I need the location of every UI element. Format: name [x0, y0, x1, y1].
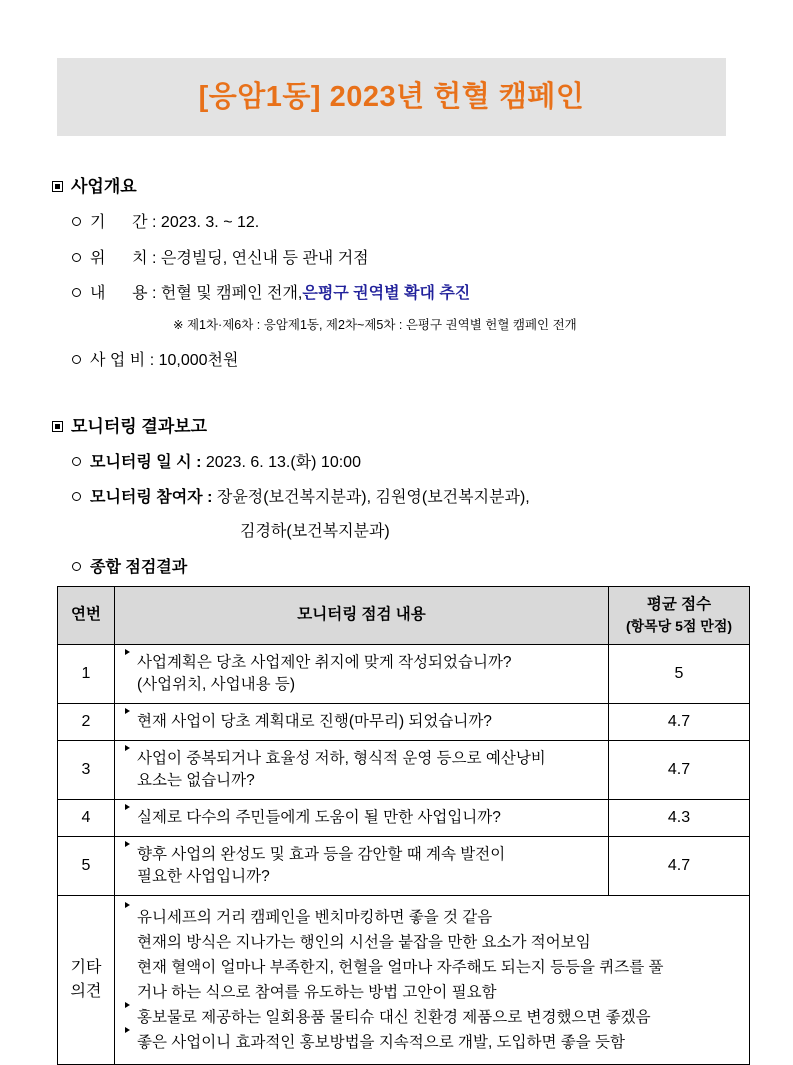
row-score: 4.7 [609, 836, 750, 895]
opinion-line [125, 1005, 739, 1030]
opinion-text: 거나 하는 식으로 참여를 유도하는 방법 고안이 필요함 [137, 984, 497, 1002]
column-header-average-line1: 평균 점수 [646, 596, 712, 613]
period-label: 기 간 : [90, 214, 161, 231]
location-label: 위 치 : [90, 250, 161, 267]
column-header-average [609, 587, 750, 645]
description-text: 향후 사업의 완성도 및 효과 등을 감안할 때 계속 발전이 [137, 845, 506, 863]
budget-value: 10,000천원 [158, 352, 239, 369]
row-number: 2 [58, 703, 115, 740]
other-opinions-label-line1: 기타 [70, 959, 102, 977]
table-header-row [58, 587, 750, 645]
column-header-average-line2: (항목당 5점 만점) [625, 618, 733, 635]
column-header-no: 연번 [58, 587, 115, 645]
row-description [115, 740, 609, 799]
square-bullet-icon [52, 421, 63, 432]
description-line [125, 711, 598, 733]
monitoring-date-value: 2023. 6. 13.(화) 10:00 [205, 454, 361, 471]
row-number: 1 [58, 644, 115, 703]
description-line [125, 652, 598, 674]
description-subtext: (사업위치, 사업내용 등) [137, 675, 296, 693]
participants-label: 모니터링 참여자 : [90, 489, 217, 506]
row-score: 4.7 [609, 740, 750, 799]
monitoring-item-date [72, 452, 361, 474]
square-bullet-icon [52, 181, 63, 192]
content-note: ※ 제1차·제6차 : 응암제1동, 제2차~제5차 : 은평구 권역별 헌혈 캠페인 전개 [173, 318, 577, 332]
other-opinions-label-line2: 의견 [70, 983, 102, 1001]
other-opinions-body [115, 895, 750, 1065]
circle-bullet-icon [72, 253, 81, 262]
overview-item-period [72, 212, 259, 234]
table-row [58, 740, 750, 799]
triangle-bullet-icon [125, 745, 130, 751]
opinion-line [125, 1030, 739, 1055]
description-text: 사업계획은 당초 사업제안 취지에 맞게 작성되었습니까? [137, 653, 512, 671]
description-line [125, 748, 598, 770]
triangle-bullet-icon [125, 902, 130, 908]
participants-value: 장윤정(보건복지분과), 김원영(보건복지분과), [216, 489, 530, 506]
row-description [115, 703, 609, 740]
other-opinions-label [58, 895, 115, 1065]
row-number: 5 [58, 836, 115, 895]
circle-bullet-icon [72, 288, 81, 297]
opinion-text: 좋은 사업이니 효과적인 홍보방법을 지속적으로 개발, 도입하면 좋을 듯함 [137, 1034, 625, 1052]
opinion-line [125, 905, 739, 930]
row-score: 5 [609, 644, 750, 703]
section-title-overview: 사업개요 [71, 177, 137, 196]
location-value: 은경빌딩, 연신내 등 관내 거점 [160, 250, 369, 267]
triangle-bullet-icon [125, 1027, 130, 1033]
row-description [115, 799, 609, 836]
table-row [58, 836, 750, 895]
section-heading-overview [52, 178, 137, 195]
table-row-other-opinions [58, 895, 750, 1065]
row-number: 3 [58, 740, 115, 799]
table-row [58, 644, 750, 703]
row-score: 4.3 [609, 799, 750, 836]
monitoring-item-participants [72, 487, 530, 509]
description-subtext: 필요한 사업입니까? [137, 867, 270, 885]
circle-bullet-icon [72, 217, 81, 226]
column-header-description: 모니터링 점검 내용 [115, 587, 609, 645]
section-heading-monitoring [52, 418, 207, 435]
circle-bullet-icon [72, 457, 81, 466]
table-header [58, 587, 750, 645]
description-text: 사업이 중복되거나 효율성 저하, 형식적 운영 등으로 예산낭비 [137, 749, 546, 767]
triangle-bullet-icon [125, 1002, 130, 1008]
triangle-bullet-icon [125, 708, 130, 714]
monitoring-results-table [57, 586, 750, 1065]
content-highlight: 은평구 권역별 확대 추진 [302, 285, 471, 302]
section-title-monitoring: 모니터링 결과보고 [71, 417, 208, 436]
table-row [58, 799, 750, 836]
row-score: 4.7 [609, 703, 750, 740]
opinion-text: 현재의 방식은 지나가는 행인의 시선을 붙잡을 만한 요소가 적어보임 [137, 933, 591, 951]
table-body [58, 644, 750, 1065]
description-subtext: 요소는 없습니까? [137, 771, 255, 789]
table-row [58, 703, 750, 740]
opinion-text: 현재 혈액이 얼마나 부족한지, 헌혈을 얼마나 자주해도 되는지 등등을 퀴즈를 풀 [137, 958, 664, 976]
circle-bullet-icon [72, 355, 81, 364]
overview-item-budget [72, 350, 238, 372]
overview-item-content [72, 283, 470, 305]
triangle-bullet-icon [125, 804, 130, 810]
period-value: 2023. 3. ~ 12. [160, 214, 260, 231]
row-number: 4 [58, 799, 115, 836]
participants-value-line2: 김경하(보건복지분과) [240, 523, 390, 540]
opinion-text: 홍보물로 제공하는 일회용품 물티슈 대신 친환경 제품으로 변경했으면 좋겠음 [137, 1009, 651, 1027]
triangle-bullet-icon [125, 841, 130, 847]
row-description [115, 836, 609, 895]
opinion-text: 유니세프의 거리 캠페인을 벤치마킹하면 좋을 것 같음 [137, 908, 493, 926]
description-text: 현재 사업이 당초 계획대로 진행(마무리) 되었습니까? [137, 712, 492, 730]
circle-bullet-icon [72, 492, 81, 501]
page-title: [응암1동] 2023년 헌혈 캠페인 [198, 80, 585, 113]
content-value: 헌혈 및 캠페인 전개, [160, 285, 303, 302]
monitoring-item-result-heading [72, 557, 187, 579]
monitoring-date-label: 모니터링 일 시 : [90, 454, 206, 471]
description-line [125, 807, 598, 829]
content-label: 내 용 : [90, 285, 161, 302]
overview-item-location [72, 248, 369, 270]
row-description [115, 644, 609, 703]
description-text: 실제로 다수의 주민들에게 도움이 될 만한 사업입니까? [137, 808, 501, 826]
result-heading: 종합 점검결과 [90, 559, 188, 576]
budget-label: 사 업 비 : [90, 352, 159, 369]
triangle-bullet-icon [125, 649, 130, 655]
title-banner [57, 58, 726, 136]
description-line [125, 844, 598, 866]
circle-bullet-icon [72, 562, 81, 571]
